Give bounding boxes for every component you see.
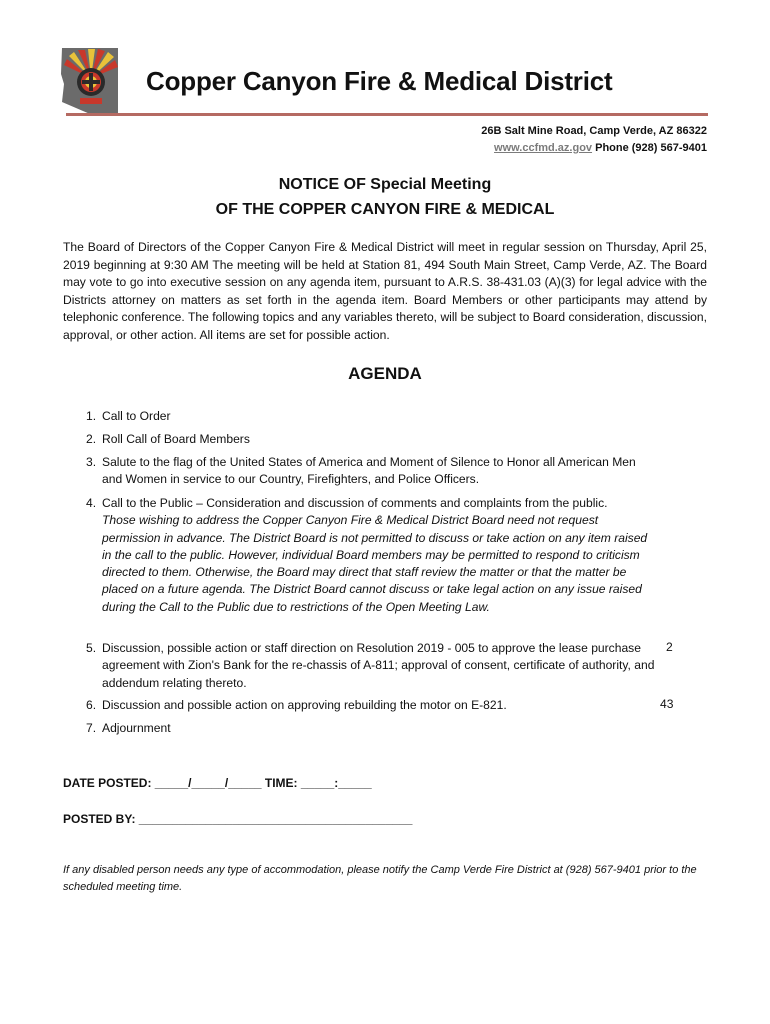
agenda-heading: AGENDA (348, 364, 422, 383)
intro-paragraph: The Board of Directors of the Copper Canyon Fire & Medical District will meet in regular session on Thursday, April 25, 2019 beginning at 9:30 AM The meeting will be held at Station 81, 494 South Main Street, Camp Verde, AZ. The Board may vote to go into executive session on any agenda item, pursuant to A.R.S. 38-431.03 (A)(3) for legal advice with the Districts attorney on matters as set forth in the agenda item. Board Members or other participants may attend by telephonic conference. The following topics and any variables thereto, will be subject to Board consideration, discussion, approval, or other action. All items are set for possible action. (63, 240, 707, 342)
agenda-item (86, 697, 656, 714)
item-main-text: Call to the Public – Consideration and discussion of comments and complaints from the public. (102, 496, 608, 510)
agenda-item (86, 431, 656, 448)
item-text: Adjournment (102, 721, 171, 735)
agenda-item (86, 408, 656, 425)
item-page-number: 43 (660, 697, 674, 711)
item-text: Call to Order (102, 409, 171, 423)
agenda-item (86, 495, 656, 616)
contact-block (481, 123, 707, 157)
item-number: 7. (86, 721, 97, 735)
fire-badge-icon (77, 68, 105, 96)
website-link[interactable]: www.ccfmd.az.gov (494, 142, 593, 154)
item-text (102, 495, 656, 616)
item-number: 4. (86, 496, 97, 510)
posted-by-line: POSTED BY: _________________________________________ (63, 812, 413, 826)
agenda-item (86, 640, 656, 692)
notice-subtitle: OF THE COPPER CANYON FIRE & MEDICAL (215, 201, 555, 218)
district-logo (60, 44, 122, 116)
item-number: 2. (86, 432, 97, 446)
title-divider (66, 113, 708, 116)
agenda-item (86, 720, 656, 737)
district-title: Copper Canyon Fire & Medical District (146, 66, 613, 96)
street-address: 26B Salt Mine Road, Camp Verde, AZ 86322 (481, 125, 707, 137)
item-text: Roll Call of Board Members (102, 432, 250, 446)
item-number: 1. (86, 409, 97, 423)
item-number: 3. (86, 455, 97, 469)
item-page-number: 2 (666, 640, 673, 654)
item-text: Salute to the flag of the United States of America and Moment of Silence to Honor all American Men and Women in service to our Country, Firefighters, and Police Officers. (102, 455, 636, 487)
item-text: Discussion and possible action on approving rebuilding the motor on E-821. (102, 698, 507, 712)
item-number: 5. (86, 641, 97, 655)
web-phone-line (481, 140, 707, 157)
phone-number: Phone (928) 567-9401 (592, 142, 707, 154)
item-italic-text: Those wishing to address the Copper Canyon Fire & Medical District Board need not request permission in advance. The District Board is not permitted to discuss or take action on any item raised in the call to the public. However, individual Board members may be permitted to respond to criticism directed to them. Otherwise, the Board may direct that staff review the matter or that the matter be placed on a future agenda. The District Board cannot discuss or take legal action on any issue raised during the Call to the Public due to restrictions of the Open Meeting Law. (102, 513, 648, 614)
item-text: Discussion, possible action or staff direction on Resolution 2019 - 005 to approve the lease purchase agreement with Zion's Bank for the re-chassis of A-811; approval of consent, certificate of authority, and addendum relating thereto. (102, 641, 655, 690)
agenda-item (86, 454, 656, 489)
accommodation-note: If any disabled person needs any type of accommodation, please notify the Camp Verde Fire District at (928) 567-9401 prior to the scheduled meeting time. (63, 864, 697, 893)
date-posted-line: DATE POSTED: _____/_____/_____ TIME: _____:_____ (63, 776, 372, 790)
notice-title: NOTICE OF Special Meeting (278, 176, 492, 193)
item-number: 6. (86, 698, 97, 712)
